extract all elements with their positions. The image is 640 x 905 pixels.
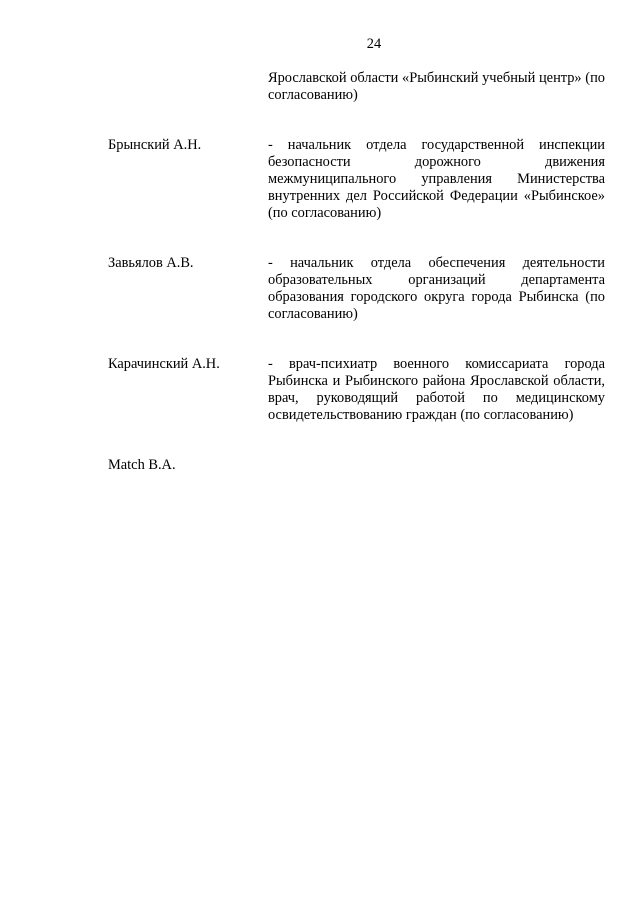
member-name: Завьялов А.В. — [108, 255, 194, 271]
member-entry — [108, 356, 605, 424]
member-entry — [108, 137, 605, 222]
member-name: Match В.А. — [108, 457, 176, 473]
member-entry — [108, 457, 605, 474]
continuation-text: Ярославской области «Рыбинский учебный центр» (по согласованию) — [268, 70, 605, 103]
document-body — [108, 70, 605, 491]
member-description: - начальник отдела обеспечения деятельности образовательных организаций департамента образования городского округа города Рыбинска (по согласованию) — [268, 255, 605, 322]
page-number: 24 — [366, 36, 382, 52]
member-name: Карачинский А.Н. — [108, 356, 220, 372]
member-entry — [108, 255, 605, 323]
member-name: Брынский А.Н. — [108, 137, 202, 153]
member-description: - врач-психиатр военного комиссариата города Рыбинска и Рыбинского района Ярославской области, врач, руководящий работой по медицинскому освидетельствованию граждан (по согласованию) — [268, 356, 605, 423]
member-description: - начальник отдела государственной инспекции безопасности дорожного движения межмуниципального управления Министерства внутренних дел Российской Федерации «Рыбинское» (по согласованию) — [268, 137, 605, 221]
